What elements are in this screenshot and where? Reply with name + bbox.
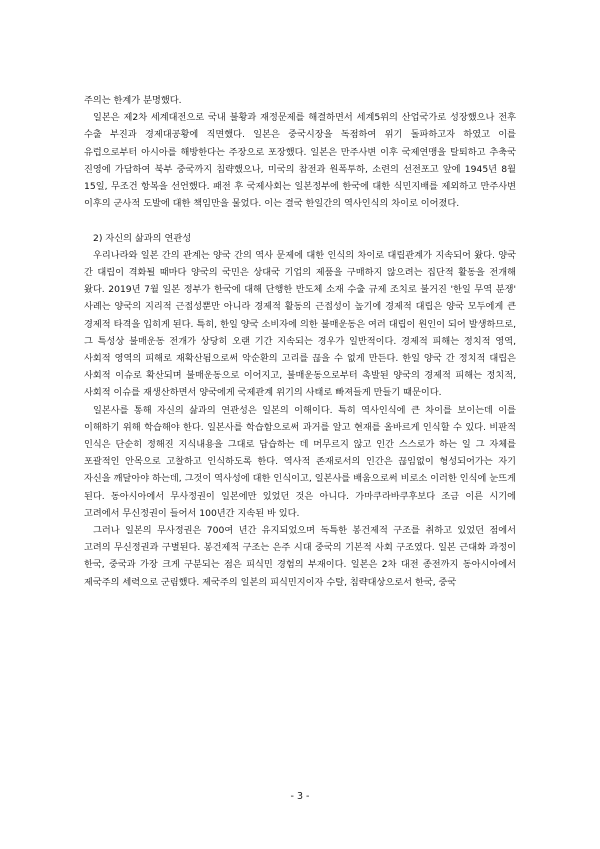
paragraph-japan-war-history: 일본은 제2차 세계대전으로 국내 불황과 재정문제를 해결하면서 세계5위의 산업국가로 성장했으나 전후 수출 부진과 경제대공황에 직면했다. 일본은 중국시장을 독점하여 위기 돌파하고자 하였고 이를 유럽으로부터 아시아를 해방한다는 주장으로 포장했다. 일본은 만주사변 이후 국제연맹을 탈퇴하고 추축국 진영에 가담하여 북부 중국까지 침략했으나, 미국의 참전과 원폭투하, 소련의 선전포고 앞에 1945년 8월 15일, 무조건 항복을 선언했다. 패전 후 국제사회는 일본정부에 한국에 대한 식민지배를 제외하고 만주사변 이후의 군사적 도발에 대한 책임만을 물었다. 이는 결국 한일간의 역사인식의 차이로 이어졌다. [84,112,516,210]
paragraph-samurai-government: 그러나 일본의 무사정권은 700여 년간 유지되었으며 독특한 봉건제적 구조를 취하고 있었던 점에서 고려의 무신정권과 구별된다. 봉건제적 구조는 은주 시대 중국의 기본적 사회 구조였다. 일본 근대화 과정이 한국, 중국과 가장 크게 구분되는 점은 피식민 경험의 부재이다. 일본은 2차 대전 종전까지 동아시아에서 제국주의 세력으로 군림했다. 제국주의 일본의 피식민지이자 수탈, 침략대상으로서 한국, 중국 [84,525,516,588]
paragraph-korea-japan-relations: 우리나라와 일본 간의 관계는 양국 간의 역사 문제에 대한 인식의 차이로 대립관계가 지속되어 왔다. 양국 간 대립이 격화될 때마다 양국의 국민은 상대국 기업의 제품을 구매하지 않으려는 집단적 활동을 전개해 왔다. 2019년 7월 일본 정부가 한국에 대해 단행한 반도체 소재 수출 규제 조치로 불거진 '한일 무역 분쟁' 사례는 양국의 지리적 근접성뿐만 아니라 경제적 활동의 근접성이 높기에 경제적 대립은 양국 모두에게 큰 경제적 타격을 입히게 된다. 특히, 한일 양국 소비자에 의한 불매운동은 여러 대립이 원인이 되어 발생하므로, 그 특성상 불매운동 전개가 상당히 오랜 기간 지속되는 경우가 일반적이다. 경제적 피해는 정치적 영역, 사회적 영역의 피해로 재확산됨으로써 악순환의 고리를 끊을 수 없게 만든다. 한일 양국 간 정치적 대립은 사회적 이슈로 확산되며 불매운동으로 이어지고, 불매운동으로부터 촉발된 양국의 경제적 피해는 정치적, 사회적 이슈를 재생산하면서 양국에게 국제관계 위기의 사태로 빠져들게 만들기 때문이다. [84,249,516,399]
page-number: - 3 - [290,791,310,802]
paragraph-understanding-japan: 일본사를 통해 자신의 삶과의 연관성은 일본의 이해이다. 특히 역사인식에 큰 차이를 보이는데 이를 이해하기 위해 학습해야 한다. 일본사를 학습함으로써 과거를 알고 현재를 올바르게 인식할 수 있다. 비판적 인식은 단순히 정해진 지식내용을 그대로 답습하는 데 머무르지 않고 인간 스스로가 하는 일 그 자체를 포괄적인 안목으로 고찰하고 인식하도록 한다. 역사적 존재로서의 인간은 끊임없이 형성되어가는 자기 자신을 깨달아야 하는데, 그것이 역사성에 대한 인식이고, 일본사를 배움으로써 비로소 이러한 인식에 눈뜨게 된다. 동아시아에서 무사정권이 일본에만 있었던 것은 아니다. 가마쿠라바쿠후보다 조금 이른 시기에 고려에서 무신정권이 들어서 100년간 지속된 바 있다. [84,404,516,519]
section-heading: 2) 자신의 삶과의 연관성 [93,232,192,244]
document-body [84,92,516,591]
paragraph-continuation: 주의는 한계가 분명했다. [84,95,182,106]
paragraph-gap [84,212,516,229]
